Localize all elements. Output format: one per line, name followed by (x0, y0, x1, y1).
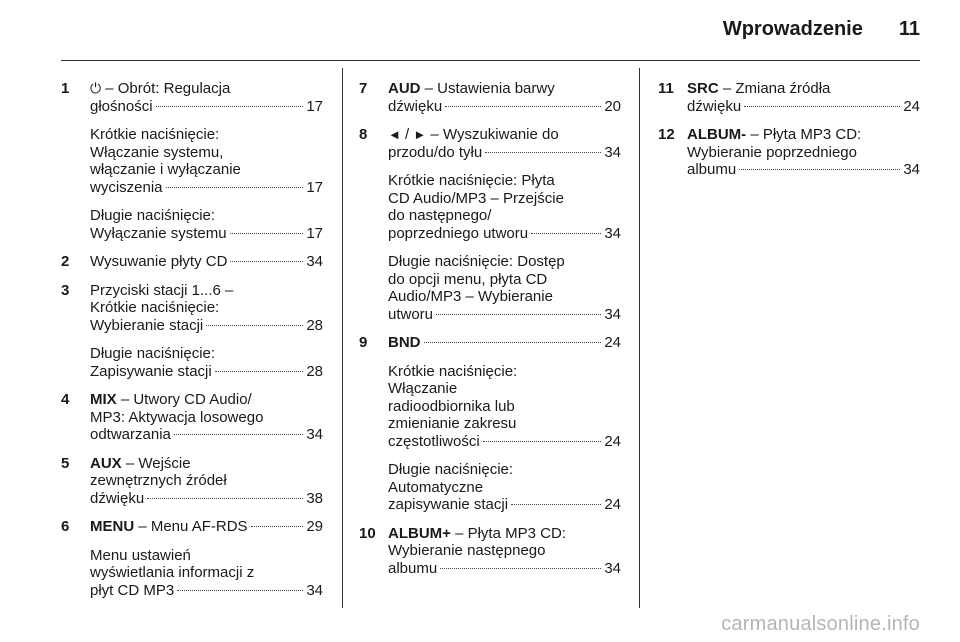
watermark: carmanualsonline.info (721, 613, 920, 635)
item-number: 5 (61, 454, 70, 472)
list-item-7 (359, 80, 621, 115)
button-label: AUD (388, 80, 421, 97)
item-number: 1 (61, 80, 70, 97)
page-ref: 28 (306, 362, 323, 380)
page-ref: 29 (306, 518, 323, 535)
item-number: 9 (359, 334, 368, 351)
item-text: zewnętrznych źródeł (90, 472, 227, 489)
item-text: – Wejście (121, 454, 191, 472)
item-text: Menu ustawień (90, 546, 191, 564)
page-ref: 34 (604, 224, 621, 242)
item-number: 6 (61, 518, 70, 535)
list-item-9 (359, 334, 621, 514)
item-number: 10 (359, 524, 376, 542)
item-text: przodu/do tyłu (388, 143, 483, 161)
item-text: Audio/MP3 – Wybieranie (388, 288, 553, 305)
item-text: głośności (90, 97, 153, 115)
page-ref: 34 (306, 581, 323, 599)
button-label: ALBUM- (687, 126, 747, 143)
item-number: 4 (61, 391, 70, 408)
item-text: – Wyszukiwanie do (426, 126, 559, 143)
item-text: MP3: Aktywacja losowego (90, 408, 264, 426)
column-2 (359, 80, 621, 588)
page-ref: 24 (604, 334, 621, 351)
item-text: Krótkie naciśnięcie: (90, 299, 220, 316)
column-divider (639, 68, 640, 608)
page-ref: 24 (604, 432, 621, 450)
button-label: AUX (90, 454, 122, 472)
list-item-1 (61, 80, 323, 242)
page-number: 11 (898, 18, 920, 40)
page-ref: 34 (306, 253, 323, 270)
item-text: – Ustawienia barwy (420, 80, 555, 97)
item-text: albumu (388, 559, 438, 577)
list-item-6 (61, 518, 323, 599)
item-text: Włączanie (388, 380, 458, 397)
item-text: dźwięku (90, 489, 145, 507)
column-1 (61, 80, 323, 610)
item-text: płyt CD MP3 (90, 581, 175, 599)
item-text: Zapisywanie stacji (90, 362, 212, 380)
page-header (723, 18, 920, 41)
button-label: BND (388, 334, 421, 351)
page-ref: 38 (306, 489, 323, 507)
item-number: 3 (61, 281, 70, 299)
item-text: dźwięku (687, 97, 742, 115)
list-item-3 (61, 282, 323, 381)
item-text: utworu (388, 305, 434, 323)
list-item-8 (359, 126, 621, 323)
button-label: SRC (687, 80, 719, 97)
item-text: Krótkie naciśnięcie: (388, 362, 518, 380)
item-text: Długie naciśnięcie: (90, 207, 216, 224)
item-text: CD Audio/MP3 – Przejście (388, 189, 564, 207)
page-ref: 24 (604, 496, 621, 513)
item-text: zmienianie zakresu (388, 415, 517, 432)
item-number: 7 (359, 80, 368, 97)
page-ref: 17 (306, 224, 323, 242)
item-text: Długie naciśnięcie: (90, 345, 216, 362)
list-item-4 (61, 391, 323, 444)
item-text: częstotliwości (388, 432, 480, 450)
arrow-left-icon: ◄ (388, 127, 401, 142)
item-text: – Zmiana źródła (718, 80, 831, 97)
page-ref: 17 (306, 97, 323, 115)
item-text: Włączanie systemu, (90, 143, 224, 161)
list-item-5 (61, 455, 323, 508)
item-number: 11 (658, 80, 674, 97)
item-text: wyciszenia (90, 178, 163, 196)
item-text: Długie naciśnięcie: Dostęp (388, 253, 565, 270)
button-label: MIX (90, 391, 117, 408)
item-number: 2 (61, 253, 70, 270)
list-item-10 (359, 525, 621, 578)
arrow-right-icon: ► (413, 127, 427, 142)
button-label: ALBUM+ (388, 524, 451, 542)
item-text: radioodbiornika lub (388, 397, 515, 415)
list-item-11 (658, 80, 920, 115)
item-text: dźwięku (388, 97, 443, 115)
item-text: Długie naciśnięcie: (388, 461, 514, 478)
item-text: Wysuwanie płyty CD (90, 253, 228, 270)
item-text: Wyłączanie systemu (90, 224, 227, 242)
page-ref: 34 (903, 161, 920, 178)
item-text: wyświetlania informacji z (90, 564, 255, 581)
list-item-2 (61, 253, 323, 271)
item-text: do następnego/ (388, 207, 492, 224)
separator: / (400, 126, 414, 143)
header-rule (61, 60, 920, 61)
page-ref: 17 (306, 178, 323, 196)
item-text: do opcji menu, płyta CD (388, 270, 548, 288)
item-text: – Płyta MP3 CD: (450, 524, 566, 542)
item-text: Wybieranie stacji (90, 316, 204, 334)
item-text: Wybieranie poprzedniego (687, 143, 857, 161)
power-icon: ⏻ (90, 80, 102, 96)
item-text: – Menu AF-RDS (134, 518, 248, 535)
item-text: albumu (687, 161, 737, 178)
column-divider (342, 68, 343, 608)
page-title: Wprowadzenie (722, 18, 863, 40)
item-text: poprzedniego utworu (388, 224, 529, 242)
page-ref: 24 (903, 97, 920, 115)
item-number: 8 (359, 126, 368, 143)
item-text: Automatyczne (388, 478, 484, 496)
item-text: Krótkie naciśnięcie: (90, 126, 220, 143)
item-text: – Utwory CD Audio/ (116, 391, 252, 408)
item-text: odtwarzania (90, 426, 171, 443)
page-ref: 28 (306, 316, 323, 334)
page-ref: 34 (306, 426, 323, 443)
button-label: MENU (90, 518, 135, 535)
item-text: Krótkie naciśnięcie: Płyta (388, 172, 555, 189)
item-number: 12 (658, 126, 675, 143)
page-ref: 34 (604, 143, 621, 161)
item-text: Przyciski stacji 1...6 – (90, 281, 234, 299)
list-item-12 (658, 126, 920, 179)
item-text: Wybieranie następnego (388, 542, 546, 559)
page-ref: 34 (604, 559, 621, 577)
item-text: – Obrót: Regulacja (101, 80, 231, 97)
item-text: – Płyta MP3 CD: (746, 126, 862, 143)
item-text: zapisywanie stacji (388, 496, 509, 513)
column-3 (658, 80, 920, 190)
item-text: włączanie i wyłączanie (90, 161, 241, 178)
page-ref: 34 (604, 305, 621, 323)
page-ref: 20 (604, 97, 621, 115)
